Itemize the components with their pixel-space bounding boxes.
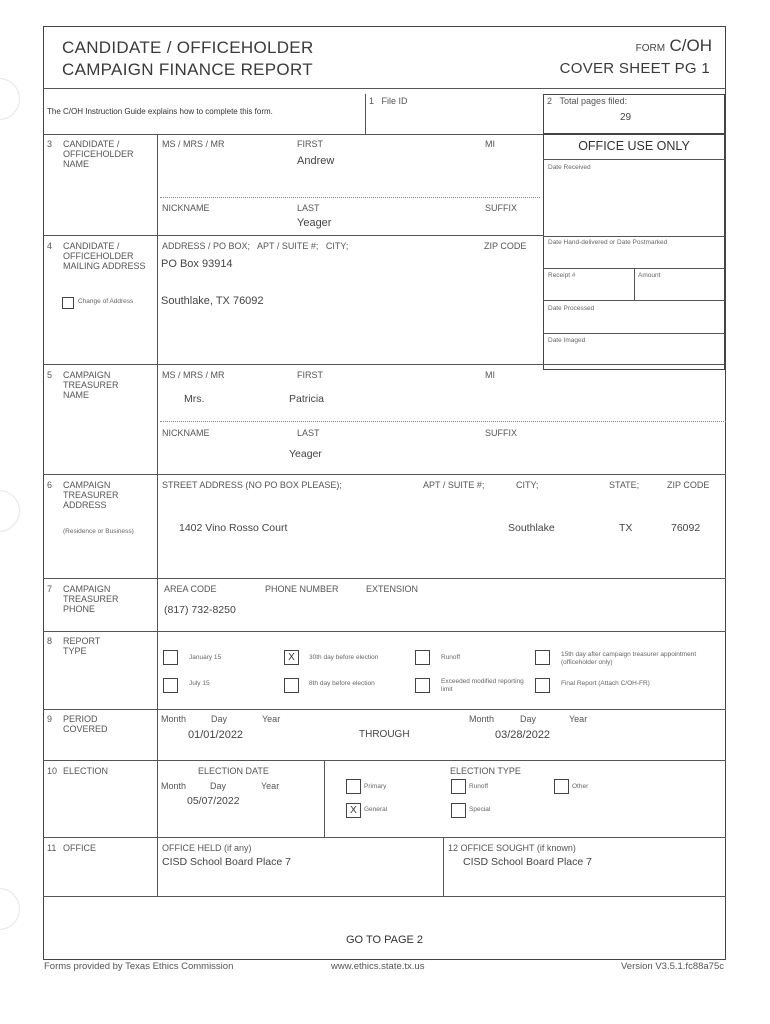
form-word: FORM — [635, 43, 666, 54]
form-code-value: C/OH — [669, 36, 712, 55]
s7-label — [47, 584, 155, 614]
s3-num: 3 — [47, 139, 53, 149]
s3-ms-label: MS / MRS / MR — [162, 139, 225, 149]
exceeded-checkbox[interactable] — [415, 678, 430, 693]
s9-label — [47, 714, 155, 734]
s9-through: THROUGH — [359, 729, 410, 740]
s10-year: Year — [261, 781, 280, 791]
s11-held-label: OFFICE HELD (if any) — [162, 843, 252, 853]
jan15-checkbox[interactable] — [163, 650, 178, 665]
row-divider-s8 — [43, 709, 726, 710]
s9-from-year: Year — [262, 714, 281, 724]
cover-sheet: COVER SHEET PG 1 — [559, 60, 710, 77]
s3-dotted-line — [160, 197, 540, 198]
s3-last-label: LAST — [297, 203, 320, 213]
runoff-election-label: Runoff — [469, 783, 489, 790]
day8-checkbox[interactable] — [284, 678, 299, 693]
special-checkbox[interactable] — [451, 803, 466, 818]
s4-addr-label: ADDRESS / PO BOX; — [162, 241, 251, 251]
s9-to-month: Month — [469, 714, 495, 724]
punch-hole-middle — [0, 490, 20, 532]
title-line-2: CAMPAIGN FINANCE REPORT — [62, 60, 313, 79]
file-id-divider — [365, 94, 366, 134]
office-use-divider-4 — [543, 300, 725, 301]
date-received-label: Date Received — [548, 164, 591, 171]
s4-label-text: CANDIDATE / OFFICEHOLDER MAILING ADDRESS — [63, 241, 146, 271]
s9-to-year: Year — [569, 714, 588, 724]
file-id-label-text: File ID — [381, 96, 408, 106]
s4-label — [47, 241, 155, 271]
s7-ext-label: EXTENSION — [366, 584, 419, 594]
s10-month: Month — [161, 781, 187, 791]
s5-first-label: FIRST — [297, 370, 323, 380]
s11-held: CISD School Board Place 7 — [162, 856, 291, 868]
s6-street: 1402 Vino Rosso Court — [179, 522, 288, 534]
s5-mi-label: MI — [485, 370, 495, 380]
s11-label — [47, 843, 155, 853]
office-use-divider-5 — [543, 333, 725, 334]
s4-zip-label: ZIP CODE — [484, 241, 527, 251]
s10-num: 10 — [47, 766, 58, 776]
s7-area-label: AREA CODE — [164, 584, 217, 594]
s5-label — [47, 370, 155, 400]
s5-ms: Mrs. — [184, 393, 205, 405]
s3-label — [47, 139, 155, 169]
s3-nick-label: NICKNAME — [162, 203, 210, 213]
s12-label — [448, 843, 576, 853]
general-checkbox[interactable]: X — [346, 803, 361, 818]
change-of-address-checkbox[interactable] — [62, 297, 74, 309]
total-pages-num: 2 — [547, 96, 553, 106]
s8-label-text: REPORT TYPE — [63, 636, 101, 656]
s10-label-text: ELECTION — [63, 766, 109, 776]
s5-num: 5 — [47, 370, 53, 380]
s5-dotted-line — [160, 421, 726, 422]
date-imaged-label: Date Imaged — [548, 337, 586, 344]
s11-num: 11 — [47, 843, 57, 853]
total-pages-label — [547, 96, 627, 106]
exceeded-label: Exceeded modified reporting limit — [441, 678, 524, 693]
date-hand-label: Date Hand-delivered or Date Postmarked — [548, 239, 668, 246]
s5-ms-label: MS / MRS / MR — [162, 370, 225, 380]
header-divider — [43, 88, 726, 89]
office-use-title: OFFICE USE ONLY — [578, 139, 690, 153]
file-id-num: 1 — [369, 96, 375, 106]
s8-num: 8 — [47, 636, 53, 646]
s6-apt-label: APT / SUITE #; — [423, 480, 485, 490]
s3-first-label: FIRST — [297, 139, 323, 149]
row-divider-s3 — [43, 235, 543, 236]
s3-last: Yeager — [297, 217, 332, 229]
s4-line2: Southlake, TX 76092 — [161, 295, 264, 307]
s4-line1: PO Box 93914 — [161, 258, 233, 270]
receipt-amount-divider — [634, 268, 635, 300]
runoff-election-checkbox[interactable] — [451, 779, 466, 794]
label-column-line — [157, 134, 158, 896]
s4-apt-label: APT / SUITE #; — [257, 241, 319, 251]
s6-num: 6 — [47, 480, 53, 490]
go-to-page-2: GO TO PAGE 2 — [345, 934, 424, 946]
s5-nick-label: NICKNAME — [162, 428, 210, 438]
primary-label: Primary — [364, 783, 387, 790]
s11-s12-divider — [443, 837, 444, 896]
receipt-label: Receipt # — [548, 272, 576, 279]
form-code — [636, 36, 712, 56]
s7-phone: (817) 732-8250 — [164, 604, 236, 616]
final-label: Final Report (Attach C/OH-FR) — [561, 680, 650, 687]
s9-from-day: Day — [211, 714, 228, 724]
s5-last: Yeager — [289, 448, 322, 460]
s10-day: Day — [210, 781, 227, 791]
row-divider-s5 — [43, 474, 726, 475]
footer-url[interactable]: www.ethics.state.tx.us — [331, 961, 425, 972]
s3-mi-label: MI — [485, 139, 495, 149]
s10-type-label: ELECTION TYPE — [450, 766, 521, 776]
footer-version: Version V3.5.1.fc88a75c — [621, 961, 724, 972]
s4-city-label: CITY; — [325, 241, 349, 251]
row-divider-s10 — [43, 837, 726, 838]
s6-sub: (Residence or Business) — [63, 528, 134, 535]
jul15-checkbox[interactable] — [163, 678, 178, 693]
s9-from-month: Month — [161, 714, 187, 724]
other-label: Other — [572, 783, 589, 790]
s7-phone-label: PHONE NUMBER — [265, 584, 339, 594]
s12-num: 12 — [448, 843, 459, 853]
s6-zip-label: ZIP CODE — [667, 480, 710, 490]
row-divider-s4 — [43, 364, 726, 365]
s10-date: 05/07/2022 — [187, 795, 240, 807]
s6-city-label: CITY; — [516, 480, 539, 490]
s6-zip: 76092 — [671, 522, 701, 534]
footer-provided: Forms provided by Texas Ethics Commission — [44, 961, 234, 972]
change-of-address-label: Change of Address — [78, 298, 134, 305]
s3-first: Andrew — [297, 155, 335, 167]
s9-to-day: Day — [520, 714, 537, 724]
s10-divider — [324, 760, 325, 837]
s6-state-label: STATE; — [609, 480, 640, 490]
day15-label: 15th day after campaign treasurer appointment (officeholder only) — [561, 651, 697, 666]
s4-address-label — [162, 241, 348, 251]
s7-num: 7 — [47, 584, 53, 594]
jan15-label: January 15 — [189, 654, 222, 661]
s5-first: Patricia — [289, 393, 325, 405]
punch-hole-bottom — [0, 888, 20, 930]
row-divider-s11 — [43, 896, 726, 897]
s5-last-label: LAST — [297, 428, 320, 438]
final-checkbox[interactable] — [535, 678, 550, 693]
runoff-label: Runoff — [441, 654, 461, 661]
s9-to: 03/28/2022 — [495, 729, 551, 741]
s12-label-text: OFFICE SOUGHT (if known) — [460, 843, 576, 853]
s12-sought: CISD School Board Place 7 — [463, 856, 592, 868]
office-use-divider-2 — [543, 236, 725, 237]
s6-label-text: CAMPAIGN TREASURER ADDRESS — [63, 480, 119, 510]
other-checkbox[interactable] — [554, 779, 569, 794]
s10-label — [47, 766, 155, 776]
s5-label-text: CAMPAIGN TREASURER NAME — [63, 370, 119, 400]
s6-state: TX — [619, 522, 633, 534]
s9-num: 9 — [47, 714, 53, 724]
day8-label: 8th day before election — [309, 680, 375, 687]
s6-city: Southlake — [508, 522, 555, 534]
day30-checkbox[interactable]: X — [284, 650, 299, 665]
s9-from: 01/01/2022 — [188, 729, 244, 741]
file-id-label — [369, 96, 408, 106]
primary-checkbox[interactable] — [346, 779, 361, 794]
row-divider-s6 — [43, 578, 726, 579]
office-use-divider-1 — [543, 159, 725, 160]
s10-date-label: ELECTION DATE — [198, 766, 269, 776]
s5-suffix-label: SUFFIX — [485, 428, 518, 438]
s7-label-text: CAMPAIGN TREASURER PHONE — [63, 584, 119, 614]
s6-label — [47, 480, 155, 510]
day15-checkbox[interactable] — [535, 650, 550, 665]
general-label: General — [364, 806, 388, 813]
instruction-text: The C/OH Instruction Guide explains how to complete this form. — [47, 107, 273, 116]
s4-num: 4 — [47, 241, 53, 251]
s8-label — [47, 636, 155, 656]
date-processed-label: Date Processed — [548, 305, 595, 312]
day30-label: 30th day before election — [309, 654, 379, 661]
runoff-checkbox[interactable] — [415, 650, 430, 665]
row-divider-s9 — [43, 760, 726, 761]
amount-label: Amount — [638, 272, 661, 279]
s3-label-text: CANDIDATE / OFFICEHOLDER NAME — [63, 139, 134, 169]
row-divider-s7 — [43, 631, 726, 632]
title-line-1: CANDIDATE / OFFICEHOLDER — [62, 38, 314, 57]
special-label: Special — [469, 806, 491, 813]
s6-street-label: STREET ADDRESS (NO PO BOX PLEASE); — [162, 480, 342, 490]
total-pages-value: 29 — [620, 112, 632, 123]
s11-label-text: OFFICE — [63, 843, 96, 853]
punch-hole-top — [0, 78, 20, 120]
total-pages-label-text: Total pages filed: — [559, 96, 628, 106]
s3-suffix-label: SUFFIX — [485, 203, 518, 213]
s9-label-text: PERIOD COVERED — [63, 714, 108, 734]
jul15-label: July 15 — [189, 680, 210, 687]
